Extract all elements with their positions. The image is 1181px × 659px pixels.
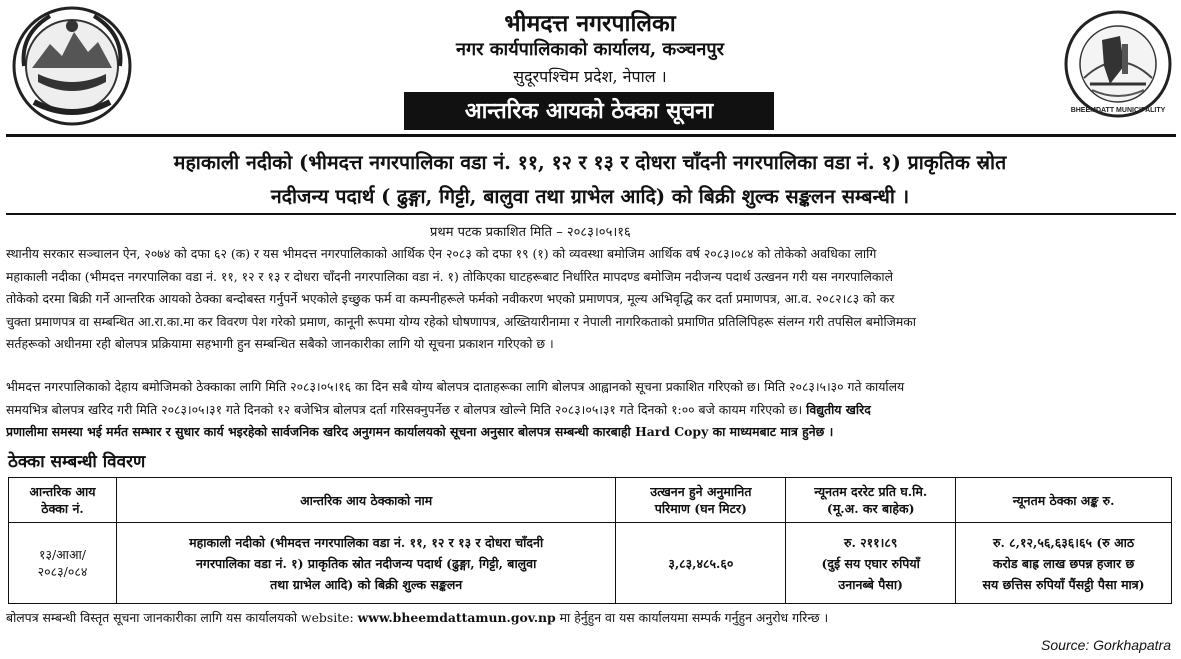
paragraph-1 (6, 243, 1178, 356)
right-logo-text: BHEEMDATT MUNICIPALITY (1070, 107, 1166, 114)
details-section-title: ठेक्का सम्बन्धी विवरण (8, 452, 146, 472)
cell-contract-name: महाकाली नदीको (भीमदत्त नगरपालिका वडा नं. ११, १२ र १३ र दोधरा चाँदनी नगरपालिका वडा नं. १) प्राकृतिक स्रोत नदीजन्य पदार्थ (ढुङ्गा, गिट्टी, बालुवा तथा ग्राभेल आदि) को बिक्री शुल्क सङ्कलन (116, 523, 615, 604)
cell-rate: रु. २११।८९ (दुई सय एघार रुपियाँ उनानब्बे पैसा) (786, 523, 956, 604)
notice-title: आन्तरिक आयको ठेक्का सूचना (404, 92, 774, 130)
paragraph-line: प्रणालीमा समस्या भई मर्मत सम्भार र सुधार कार्य भइरहेको सार्वजनिक खरिद अनुगमन कार्यालयको सूचना अनुसार बोलपत्र सम्बन्धी कारबाही Hard Copy का माध्यमबाट मात्र हुनेछ । (6, 424, 834, 440)
col-header-rate: न्यूनतम दररेट प्रति घ.मि. (मू.अ. कर बाहेक) (786, 478, 956, 523)
municipality-name: भीमदत्त नगरपालिका (504, 10, 676, 37)
office-address: सुदूरपश्चिम प्रदेश, नेपाल । (513, 67, 667, 86)
website-link[interactable]: www.bheemdattamun.gov.np (357, 610, 556, 625)
paragraph-text: समयभित्र बोलपत्र खरिद गरी मिति २०८३।०५।३१ गते दिनको १२ बजेभित्र बोलपत्र दर्ता गरिसक्नुपर्नेछ र बोलपत्र खोल्ने मिति २०८३।०५।३१ गते दिनको १:०० बजे कायम गरिएको छ। (6, 401, 803, 417)
paragraph-line (6, 399, 1178, 422)
paragraph-bold-text: विद्युतीय खरिद (806, 401, 871, 417)
paragraph-line: सर्तहरूको अधीनमा रही बोलपत्र प्रक्रियामा सहभागी हुन सम्बन्धित सबैको जानकारीका लागि यो सूचना प्रकाशन गरिएको छ । (6, 336, 554, 352)
source-credit: Source: Gorkhapatra (1041, 637, 1171, 653)
subject-divider (6, 213, 1176, 215)
col-header-quantity: उत्खनन हुने अनुमानित परिमाण (घन मिटर) (616, 478, 786, 523)
bheemdatt-municipality-logo (1062, 6, 1174, 124)
paragraph-line: तोकेको दरमा बिक्री गर्ने आन्तरिक आयको ठेक्का बन्दोबस्त गर्नुपर्ने भएकोले इच्छुक फर्म वा कम्पनीहरूले फर्मको नवीकरण भएको प्रमाणपत्र, मूल्य अभिवृद्धि कर दर्ता प्रमाणपत्र, आ.व. २०८२।८३ को कर (6, 291, 895, 307)
paragraph-line: स्थानीय सरकार सञ्चालन ऐन, २०७४ को दफा ६२ (क) र यस भीमदत्त नगरपालिकाको आर्थिक ऐन २०८३ को दफा १९ (१) को व्यवस्था बमोजिम आर्थिक वर्ष २०८३।०८४ को तोकेको अवधिका लागि (6, 246, 877, 261)
paragraph-line: महाकाली नदीका (भीमदत्त नगरपालिका वडा नं. ११, १२ र १३ र दोधरा चाँदनी नगरपालिका वडा नं. १) तोकिएका घाटहरूबाट निर्धारित मापदण्ड बमोजिम नदीजन्य पदार्थ उत्खनन गरी यस नगरपालिकाले (6, 268, 894, 284)
office-name: नगर कार्यपालिकाको कार्यालय, कञ्चनपुर (455, 39, 725, 60)
nepal-emblem-logo (10, 4, 134, 128)
subject-line-2: नदीजन्य पदार्थ ( ढुङ्गा, गिट्टी, बालुवा तथा ग्राभेल आदि) को बिक्री शुल्क सङ्कलन सम्बन्धी । (270, 185, 910, 208)
cell-amount: रु. ८,१२,५६,६३६।६५ (रु आठ करोड बाह्र लाख छपन्न हजार छ सय छत्तिस रुपियाँ पैंसट्ठी पैसा मात्र) (956, 523, 1172, 604)
subject-line-1: महाकाली नदीको (भीमदत्त नगरपालिका वडा नं. ११, १२ र १३ र दोधरा चाँदनी नगरपालिका वडा नं. १) प्राकृतिक स्रोत (173, 151, 1007, 174)
paragraph-line: भीमदत्त नगरपालिकाको देहाय बमोजिमको ठेक्काका लागि मिति २०८३।०५।१६ का दिन सबै योग्य बोलपत्र दाताहरूका लागि बोलपत्र आह्वानको सूचना प्रकाशित गरिएको छ। मिति २०८३।५।३० गते कार्यालय (6, 379, 905, 394)
paragraph-2 (6, 376, 1178, 444)
col-header-contract-no: आन्तरिक आय ठेक्का नं. (9, 478, 117, 523)
table-header-row (9, 478, 1172, 523)
footer-text: बोलपत्र सम्बन्धी विस्तृत सूचना जानकारीका लागि यस कार्यालयको website: (6, 610, 358, 625)
contract-details-table (8, 477, 1172, 604)
footer-note (6, 609, 828, 626)
cell-quantity: ३,८३,४८५.६० (616, 523, 786, 604)
table-row (9, 523, 1172, 604)
paragraph-line: चुक्ता प्रमाणपत्र वा सम्बन्धित आ.रा.का.मा कर विवरण पेश गरेको प्रमाण, कानूनी रूपमा योग्य रहेको घोषणापत्र, अख्तियारीनामा र नेपाली नागरिकताको प्रमाणित प्रतिलिपिहरू संलग्न गरी तपसिल बमोजिमका (6, 313, 916, 329)
cell-contract-no: १३/आआ/ २०८३/०८४ (9, 523, 117, 604)
footer-text: मा हेर्नुहुन वा यस कार्यालयमा सम्पर्क गर्नुहुन अनुरोध गरिन्छ । (555, 610, 829, 625)
header-divider (6, 134, 1176, 137)
publication-date: प्रथम पटक प्रकाशित मिति – २०८३।०५।१६ (430, 225, 631, 240)
col-header-contract-name: आन्तरिक आय ठेक्काको नाम (116, 478, 615, 523)
col-header-amount: न्यूनतम ठेक्का अङ्क रु. (956, 478, 1172, 523)
